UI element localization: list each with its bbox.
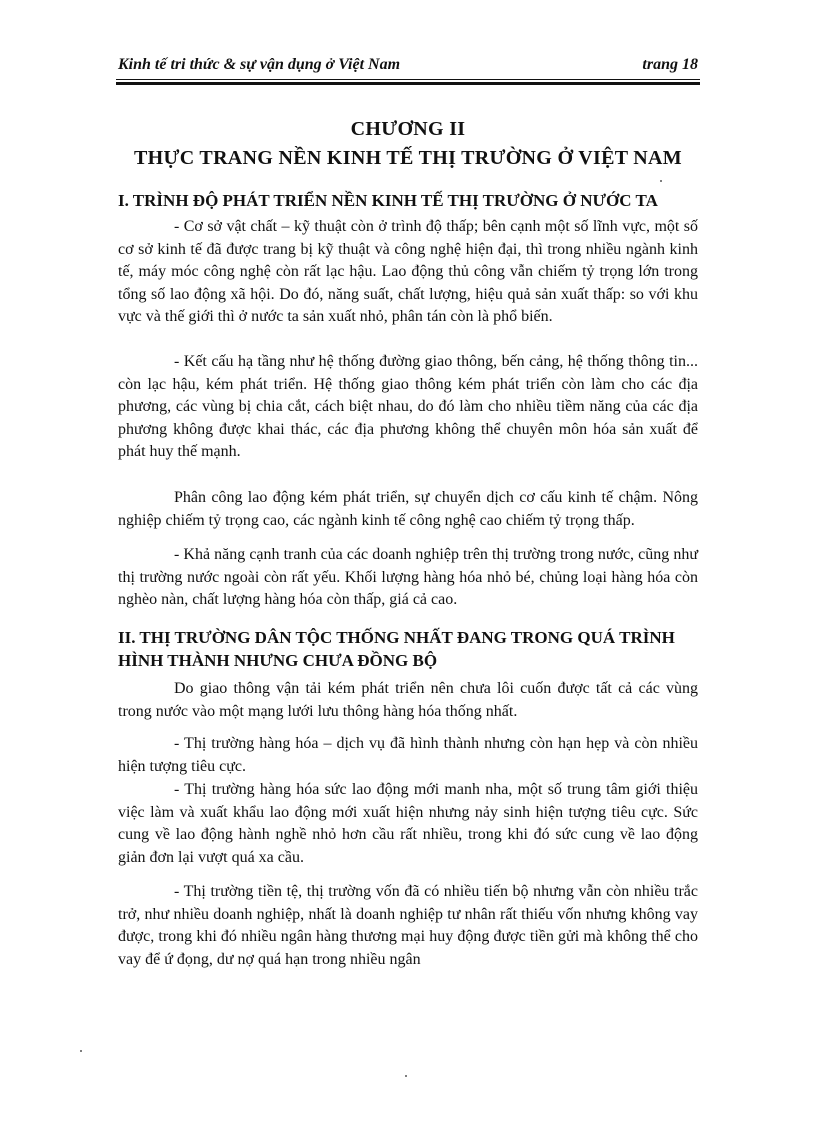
paragraph: - Thị trường hàng hóa – dịch vụ đã hình thành nhưng còn hạn hẹp và còn nhiều hiện tượng tiêu cực. — [118, 735, 698, 775]
chapter-number: CHƯƠNG II — [350, 118, 466, 140]
running-header — [118, 56, 698, 80]
scan-speck — [80, 1050, 82, 1052]
scan-speck — [405, 1075, 407, 1077]
paragraph: Phân công lao động kém phát triển, sự chuyển dịch cơ cấu kinh tế chậm. Nông nghiệp chiếm tỷ trọng cao, các ngành kinh tế công nghệ cao chiếm tỷ trọng thấp. — [118, 489, 698, 529]
section-heading-2-line1: II. THỊ TRƯỜNG DÂN TỘC THỐNG NHẤT ĐANG TRONG QUÁ TRÌNH — [118, 628, 675, 647]
paragraph: - Kết cấu hạ tầng như hệ thống đường giao thông, bến cảng, hệ thống thông tin... còn lạc hậu, kém phát triển. Hệ thống giao thông kém phát triển còn làm cho các địa phương, các vùng bị chia cắt, cách biệt nhau, do đó làm cho nhiều tiềm năng của các địa phương không được khai thác, các địa phương không thể chuyên môn hóa sản xuất để phát huy thế mạnh. — [118, 353, 698, 461]
page-number: trang 18 — [642, 56, 698, 73]
header-title: Kinh tế tri thức & sự vận dụng ở Việt Nam — [118, 56, 401, 73]
paragraph: - Thị trường hàng hóa sức lao động mới manh nha, một số trung tâm giới thiệu việc làm và xuất khẩu lao động mới xuất hiện nhưng nảy sinh hiện tượng tiêu cực. Sức cung về lao động hành nghề nhỏ hơn cầu rất nhiều, trong khi đó sức cung về lao động giản đơn lại vượt quá xa cầu. — [118, 781, 698, 866]
paragraph: - Cơ sở vật chất – kỹ thuật còn ở trình độ thấp; bên cạnh một số lĩnh vực, một số cơ sở kinh tế đã được trang bị kỹ thuật và công nghệ hiện đại, thì trong nhiều ngành kinh tế, máy móc công nghệ còn rất lạc hậu. Lao động thủ công vẫn chiếm tỷ trọng lớn trong tổng số lao động xã hội. Do đó, năng suất, chất lượng, hiệu quả sản xuất thấp: so với khu vực và thế giới thì ở nước ta sản xuất nhỏ, phân tán còn là phổ biến. — [118, 218, 698, 326]
chapter-title: THỰC TRANG NỀN KINH TẾ THỊ TRƯỜNG Ở VIỆT NAM — [134, 147, 682, 169]
scan-speck — [660, 180, 662, 182]
paragraph: - Khả năng cạnh tranh của các doanh nghiệp trên thị trường trong nước, cũng như thị trường nước ngoài còn rất yếu. Khối lượng hàng hóa nhỏ bé, chủng loại hàng hóa còn nghèo nàn, chất lượng hàng hóa còn thấp, giá cả cao. — [118, 546, 698, 609]
paragraph: - Thị trường tiền tệ, thị trường vốn đã có nhiều tiến bộ nhưng vẫn còn nhiều trắc trở, như nhiều doanh nghiệp, nhất là doanh nghiệp tư nhân rất thiếu vốn nhưng không vay được, trong khi đó nhiều ngân hàng thương mại huy động được tiền gửi mà không thể cho vay để ứ đọng, dư nợ quá hạn trong nhiều ngân — [118, 883, 698, 968]
header-rule-thin — [116, 79, 700, 80]
section-heading-2-line2: HÌNH THÀNH NHƯNG CHƯA ĐỒNG BỘ — [118, 651, 438, 670]
section-heading-1: I. TRÌNH ĐỘ PHÁT TRIỂN NỀN KINH TẾ THỊ TRƯỜNG Ở NƯỚC TA — [118, 191, 658, 210]
paragraph: Do giao thông vận tải kém phát triển nên chưa lôi cuốn được tất cả các vùng trong nước vào một mạng lưới lưu thông hàng hóa thống nhất. — [118, 680, 698, 720]
header-rule-thick — [116, 82, 700, 85]
